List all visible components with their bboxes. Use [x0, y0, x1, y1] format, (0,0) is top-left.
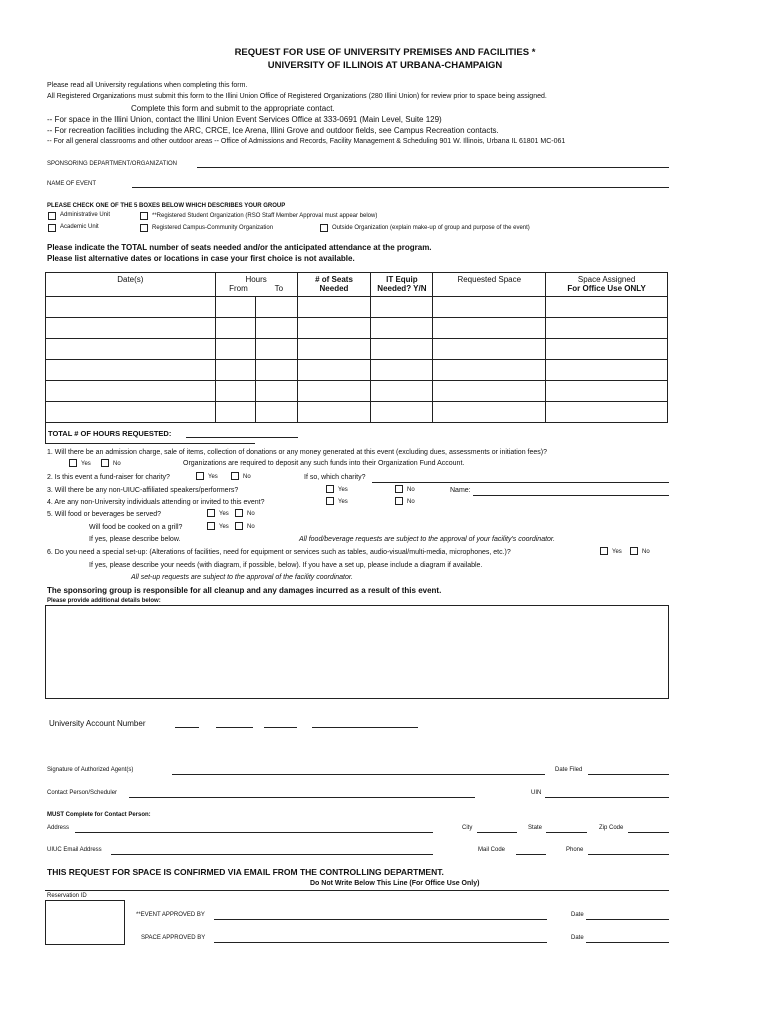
- account-field-2[interactable]: [216, 727, 253, 728]
- email-label: UIUC Email Address: [47, 847, 102, 853]
- col-from: From: [229, 284, 248, 293]
- col-it-1: IT Equip: [386, 275, 418, 284]
- reservation-id-label: Reservation ID: [47, 893, 87, 899]
- q5b-yes-label: Yes: [219, 524, 229, 530]
- q4-yes-label: Yes: [338, 499, 348, 505]
- table-row[interactable]: [46, 339, 668, 360]
- office-use-heading: Do Not Write Below This Line (For Office Use Only): [310, 880, 480, 887]
- account-field-3[interactable]: [264, 727, 297, 728]
- col-seats: [297, 273, 371, 297]
- space-date-field[interactable]: [586, 942, 669, 943]
- q1-no-label: No: [113, 461, 121, 467]
- q6-yes-checkbox[interactable]: [600, 547, 608, 555]
- q5b-text: Will food be cooked on a grill?: [89, 524, 183, 531]
- col-it-2: Needed? Y/N: [377, 284, 427, 293]
- sponsor-label: SPONSORING DEPARTMENT/ORGANIZATION: [47, 161, 178, 167]
- form-title: REQUEST FOR USE OF UNIVERSITY PREMISES AND FACILITIES *: [234, 47, 536, 58]
- date-filed-label: Date Filed: [555, 767, 583, 773]
- q6-yes-label: Yes: [612, 549, 622, 555]
- col-assigned: [546, 273, 668, 297]
- event-name-field[interactable]: [132, 187, 669, 188]
- q1-text: 1. Will there be an admission charge, sale of items, collection of donations or any money generated at this event (excluding dues, assessments or initiation fees)?: [47, 449, 547, 456]
- state-field[interactable]: [546, 832, 587, 833]
- rcco-label: Registered Campus-Community Organization: [152, 225, 274, 231]
- intro-line-2: All Registered Organizations must submit this form to the Illini Union Office of Registered Organizations (280 Illini Union) for review prior to space being assigned.: [47, 93, 547, 100]
- q5c-text: If yes, please describe below.: [89, 536, 181, 543]
- table-row[interactable]: [46, 318, 668, 339]
- reservation-id-box[interactable]: [45, 900, 125, 945]
- details-textarea[interactable]: [45, 605, 669, 699]
- intro-line-6: -- For all general classrooms and other outdoor areas -- Office of Admissions and Records, Facility Management & Scheduling 901 W. Illinois, Urbana IL 61801 MC-061: [47, 138, 566, 145]
- event-approved-field[interactable]: [214, 919, 547, 920]
- state-label: State: [528, 825, 543, 831]
- col-hours: [215, 273, 297, 297]
- account-field-4[interactable]: [312, 727, 418, 728]
- mail-code-label: Mail Code: [478, 847, 506, 853]
- q2-note: If so, which charity?: [304, 474, 366, 481]
- outside-org-label: Outside Organization (explain make-up of group and purpose of the event): [332, 225, 530, 231]
- q3-text: 3. Will there be any non-UIUC-affiliated speakers/performers?: [47, 487, 239, 494]
- account-label: University Account Number: [49, 719, 146, 728]
- q2-no-label: No: [243, 474, 251, 480]
- uin-label: UIN: [531, 790, 542, 796]
- event-approved-label: **EVENT APPROVED BY: [136, 912, 205, 918]
- col-hours-label: Hours: [245, 275, 267, 284]
- q5b-no-label: No: [247, 524, 255, 530]
- col-hours-sub: [216, 284, 297, 293]
- phone-label: Phone: [566, 847, 584, 853]
- q1-no-checkbox[interactable]: [101, 459, 109, 467]
- total-row: [46, 423, 668, 444]
- q5-no-label: No: [247, 511, 255, 517]
- dates-table: [45, 272, 668, 444]
- total-hours-field[interactable]: [186, 437, 298, 438]
- intro-line-1: Please read all University regulations when completing this form.: [47, 82, 248, 89]
- responsibility-text: The sponsoring group is responsible for all cleanup and any damages incurred as a result of this event.: [47, 586, 442, 595]
- q5-yes-checkbox[interactable]: [207, 509, 215, 517]
- admin-unit-checkbox[interactable]: [48, 212, 56, 220]
- rso-checkbox[interactable]: [140, 212, 148, 220]
- q3-yes-checkbox[interactable]: [326, 485, 334, 493]
- sponsor-field[interactable]: [197, 167, 669, 168]
- table-row[interactable]: [46, 297, 668, 318]
- charity-field[interactable]: [372, 482, 669, 483]
- uin-field[interactable]: [545, 797, 669, 798]
- q1-note: Organizations are required to deposit any such funds into their Organization Fund Account.: [183, 460, 465, 467]
- table-row[interactable]: [46, 402, 668, 423]
- total-hours-label: TOTAL # OF HOURS REQUESTED:: [46, 423, 256, 444]
- contact-label: Contact Person/Scheduler: [47, 790, 118, 796]
- q5b-no-checkbox[interactable]: [235, 522, 243, 530]
- agent-signature-field[interactable]: [172, 774, 545, 775]
- space-approved-label: SPACE APPROVED BY: [141, 935, 206, 941]
- col-to: To: [274, 284, 284, 293]
- q1-yes-checkbox[interactable]: [69, 459, 77, 467]
- col-seats-1: # of Seats: [315, 275, 353, 284]
- q2-no-checkbox[interactable]: [231, 472, 239, 480]
- seats-note-2: Please list alternative dates or locations in case your first choice is not available.: [47, 254, 355, 263]
- q2-yes-checkbox[interactable]: [196, 472, 204, 480]
- q2-yes-label: Yes: [208, 474, 218, 480]
- agent-signature-label: Signature of Authorized Agent(s): [47, 767, 134, 773]
- mail-code-field[interactable]: [516, 854, 546, 855]
- q6-text: 6. Do you need a special set-up: (Alterations of facilities, need for equipment or services such as tables, audio-visual/multi-media, microphones, etc.)?: [47, 549, 511, 556]
- rso-label: **Registered Student Organization (RSO Staff Member Approval must appear below): [152, 213, 378, 219]
- q3-no-label: No: [407, 487, 415, 493]
- q3-yes-label: Yes: [338, 487, 348, 493]
- must-complete-label: MUST Complete for Contact Person:: [47, 812, 151, 818]
- city-field[interactable]: [477, 832, 517, 833]
- form-subtitle: UNIVERSITY OF ILLINOIS AT URBANA-CHAMPAIGN: [267, 60, 503, 71]
- academic-unit-checkbox[interactable]: [48, 224, 56, 232]
- academic-unit-label: Academic Unit: [60, 224, 99, 230]
- q5-text: 5. Will food or beverages be served?: [47, 511, 162, 518]
- city-label: City: [462, 825, 473, 831]
- date-filed-field[interactable]: [588, 774, 669, 775]
- group-heading: PLEASE CHECK ONE OF THE 5 BOXES BELOW WHICH DESCRIBES YOUR GROUP: [47, 203, 286, 209]
- col-assigned-2: For Office Use ONLY: [567, 284, 646, 293]
- q3-name-label: Name:: [450, 487, 471, 494]
- office-divider: [45, 890, 669, 891]
- col-space: Requested Space: [433, 273, 546, 297]
- event-name-label: NAME OF EVENT: [47, 181, 97, 187]
- table-row[interactable]: [46, 381, 668, 402]
- event-date-label: Date: [571, 912, 584, 918]
- outside-org-checkbox[interactable]: [320, 224, 328, 232]
- space-date-label: Date: [571, 935, 584, 941]
- col-seats-2: Needed: [319, 284, 349, 293]
- rcco-checkbox[interactable]: [140, 224, 148, 232]
- q2-text: 2. Is this event a fund-raiser for charity?: [47, 474, 170, 481]
- table-header-row: [46, 273, 668, 297]
- q6-no-checkbox[interactable]: [630, 547, 638, 555]
- phone-field[interactable]: [588, 854, 669, 855]
- q5-yes-label: Yes: [219, 511, 229, 517]
- account-field-1[interactable]: [175, 727, 199, 728]
- admin-unit-label: Administrative Unit: [60, 212, 111, 218]
- q3-no-checkbox[interactable]: [395, 485, 403, 493]
- q4-yes-checkbox[interactable]: [326, 497, 334, 505]
- address-label: Address: [47, 825, 70, 831]
- q4-no-checkbox[interactable]: [395, 497, 403, 505]
- speaker-name-field[interactable]: [473, 495, 669, 496]
- table-row[interactable]: [46, 360, 668, 381]
- q5-note: All food/beverage requests are subject to the approval of your facility's coordinator.: [299, 536, 555, 543]
- q4-no-label: No: [407, 499, 415, 505]
- intro-line-3: Complete this form and submit to the appropriate contact.: [131, 104, 335, 113]
- col-it: [371, 273, 433, 297]
- email-field[interactable]: [111, 854, 433, 855]
- contact-field[interactable]: [129, 797, 475, 798]
- space-approved-field[interactable]: [214, 942, 547, 943]
- col-assigned-1: Space Assigned: [577, 275, 636, 284]
- q5-no-checkbox[interactable]: [235, 509, 243, 517]
- confirmation-notice: THIS REQUEST FOR SPACE IS CONFIRMED VIA EMAIL FROM THE CONTROLLING DEPARTMENT.: [47, 867, 444, 877]
- q6-note: All set-up requests are subject to the approval of the facility coordinator.: [131, 574, 353, 581]
- q6-no-label: No: [642, 549, 650, 555]
- zip-label: Zip Code: [599, 825, 624, 831]
- event-date-field[interactable]: [586, 919, 669, 920]
- q5b-yes-checkbox[interactable]: [207, 522, 215, 530]
- intro-line-5: -- For recreation facilities including the ARC, CRCE, Ice Arena, Illini Grove and outdoor fields, see Campus Recreation contacts.: [47, 126, 499, 135]
- intro-line-4: -- For space in the Illini Union, contact the Illini Union Event Services Office at 333-0691 (Main Level, Suite 129): [47, 115, 442, 124]
- q1-yes-label: Yes: [81, 461, 91, 467]
- seats-note-1: Please indicate the TOTAL number of seats needed and/or the anticipated attendance at the program.: [47, 243, 432, 252]
- zip-field[interactable]: [628, 832, 669, 833]
- q6b-text: If yes, please describe your needs (with diagram, if possible, below). If you have a set up, please include a diagram if available.: [89, 562, 483, 569]
- address-field[interactable]: [75, 832, 433, 833]
- col-dates: Date(s): [46, 273, 216, 297]
- q4-text: 4. Are any non-University individuals attending or invited to this event?: [47, 499, 265, 506]
- details-label: Please provide additional details below:: [47, 598, 161, 604]
